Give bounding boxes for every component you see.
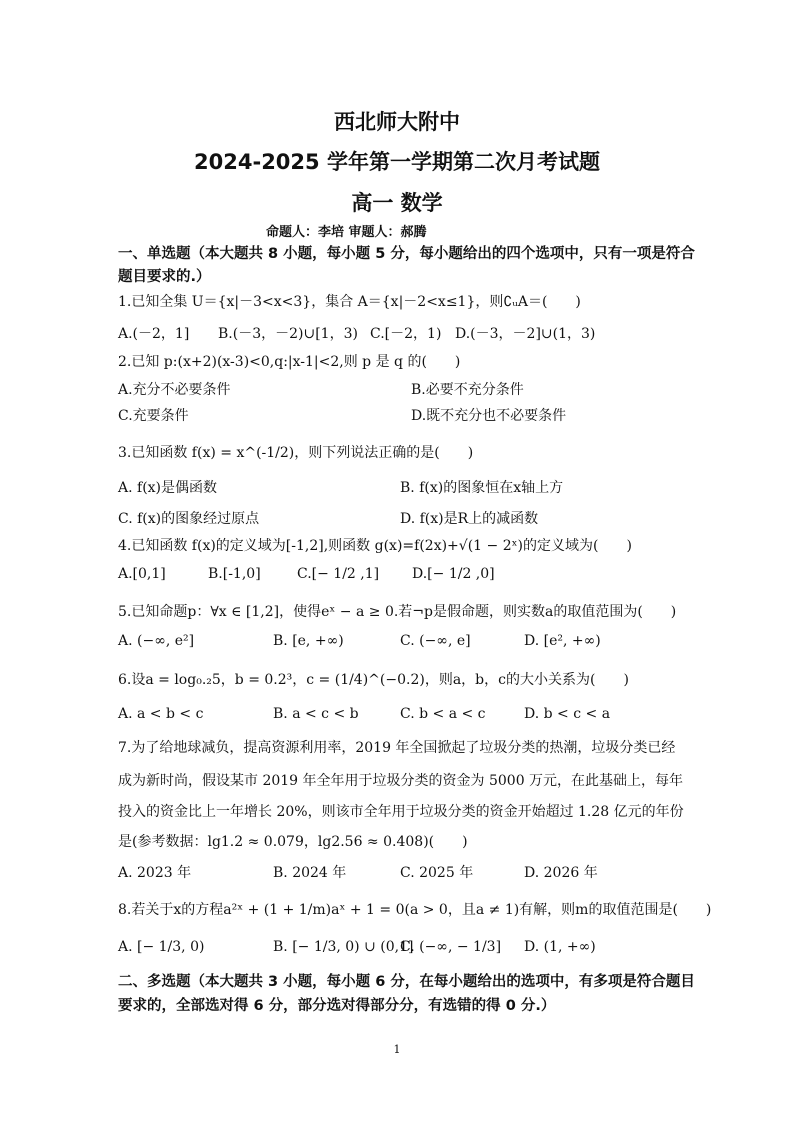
q4-option-b: B.[-1,0] [208, 566, 261, 582]
q8-option-a: A. [− 1/3, 0) [118, 939, 205, 955]
page-number: 1 [393, 1043, 401, 1056]
q3-option-a: A. f(x)是偶函数 [118, 480, 218, 496]
q6-option-c: C. b < a < c [400, 706, 486, 722]
question-8-stem: 8.若关于x的方程a²ˣ + (1 + 1/m)aˣ + 1 = 0(a > 0，且a ≠ 1)有解，则m的取值范围是( ) [118, 902, 712, 918]
q5-option-a: A. (−∞, e²] [118, 633, 195, 649]
q3-option-c: C. f(x)的图象经过原点 [118, 511, 260, 527]
q8-option-d: D. (1, +∞) [524, 939, 596, 955]
question-7-line2: 成为新时尚，假设某市 2019 年全年用于垃圾分类的资金为 5000 万元，在此基础上，每年 [118, 773, 684, 789]
q8-option-c: C. (−∞, − 1/3] [400, 939, 502, 955]
question-2-stem: 2.已知 p:(x+2)(x-3)<0,q:|x-1|<2,则 p 是 q 的( ) [118, 354, 461, 370]
question-3-stem: 3.已知函数 f(x) = x^(-1/2)，则下列说法正确的是( ) [118, 445, 474, 461]
q5-option-d: D. [e², +∞) [524, 633, 601, 649]
q4-option-d: D.[− 1/2 ,0] [412, 566, 495, 582]
q4-option-a: A.[0,1] [118, 566, 166, 582]
q3-option-b: B. f(x)的图象恒在x轴上方 [400, 480, 564, 496]
q1-option-d: D.(－3，－2]∪(1，3) [455, 326, 596, 342]
q6-option-a: A. a < b < c [118, 706, 204, 722]
q5-option-c: C. (−∞, e] [400, 633, 471, 649]
section1-heading-cont: 题目要求的.） [118, 269, 211, 285]
q7-option-a: A. 2023 年 [118, 865, 192, 881]
section1-heading: 一、单选题（本大题共 8 小题，每小题 5 分，每小题给出的四个选项中，只有一项是符合 [118, 246, 695, 262]
q2-option-c: C.充要条件 [118, 408, 189, 424]
q7-option-b: B. 2024 年 [273, 865, 347, 881]
exam-title: 2024-2025 学年第一学期第二次月考试题 [194, 150, 600, 174]
q4-option-c: C.[− 1/2 ,1] [297, 566, 380, 582]
q6-option-d: D. b < c < a [524, 706, 611, 722]
question-6-stem: 6.设a = log₀.₂5，b = 0.2³，c = (1/4)^(−0.2)，则a，b，c的大小关系为( ) [118, 672, 629, 688]
subject-title: 高一 数学 [351, 191, 443, 215]
q5-option-b: B. [e, +∞) [273, 633, 344, 649]
question-7-line3: 投入的资金比上一年增长 20%，则该市全年用于垃圾分类的资金开始超过 1.28 亿元的年份 [118, 804, 684, 820]
q7-option-c: C. 2025 年 [400, 865, 474, 881]
q7-option-d: D. 2026 年 [524, 865, 598, 881]
q2-option-d: D.既不充分也不必要条件 [411, 408, 567, 424]
question-7-line4: 是(参考数据：lg1.2 ≈ 0.079，lg2.56 ≈ 0.408)( ) [118, 834, 468, 850]
school-name: 西北师大附中 [334, 110, 460, 134]
q3-option-d: D. f(x)是R上的减函数 [400, 511, 539, 527]
q2-option-a: A.充分不必要条件 [118, 382, 231, 398]
section2-heading-cont: 要求的，全部选对得 6 分，部分选对得部分分，有选错的得 0 分.） [118, 998, 556, 1014]
q8-option-b: B. [− 1/3, 0) ∪ (0,1] [273, 939, 414, 955]
q2-option-b: B.必要不充分条件 [411, 382, 524, 398]
question-1-stem: 1.已知全集 U＝{x|－3<x<3}，集合 A＝{x|－2<x≤1}，则∁ᵤA＝( ) [118, 294, 581, 310]
q1-option-c: C.[－2，1) [370, 326, 442, 342]
question-7-line1: 7.为了给地球减负，提高资源利用率，2019 年全国掀起了垃圾分类的热潮，垃圾分类已经 [118, 740, 676, 756]
q1-option-a: A.(－2，1] [118, 326, 190, 342]
q6-option-b: B. a < c < b [273, 706, 359, 722]
authors-line: 命题人：李培 审题人：郝腾 [266, 225, 427, 240]
section2-heading: 二、多选题（本大题共 3 小题，每小题 6 分，在每小题给出的选项中，有多项是符合题目 [118, 974, 695, 990]
q1-option-b: B.(－3，－2)∪[1，3) [218, 326, 358, 342]
question-4-stem: 4.已知函数 f(x)的定义域为[-1,2],则函数 g(x)=f(2x)+√(1 − 2ˣ)的定义域为( ) [118, 538, 632, 554]
question-5-stem: 5.已知命题p：∀x ∈ [1,2]，使得eˣ − a ≥ 0.若¬p是假命题，则实数a的取值范围为( ) [118, 604, 677, 620]
